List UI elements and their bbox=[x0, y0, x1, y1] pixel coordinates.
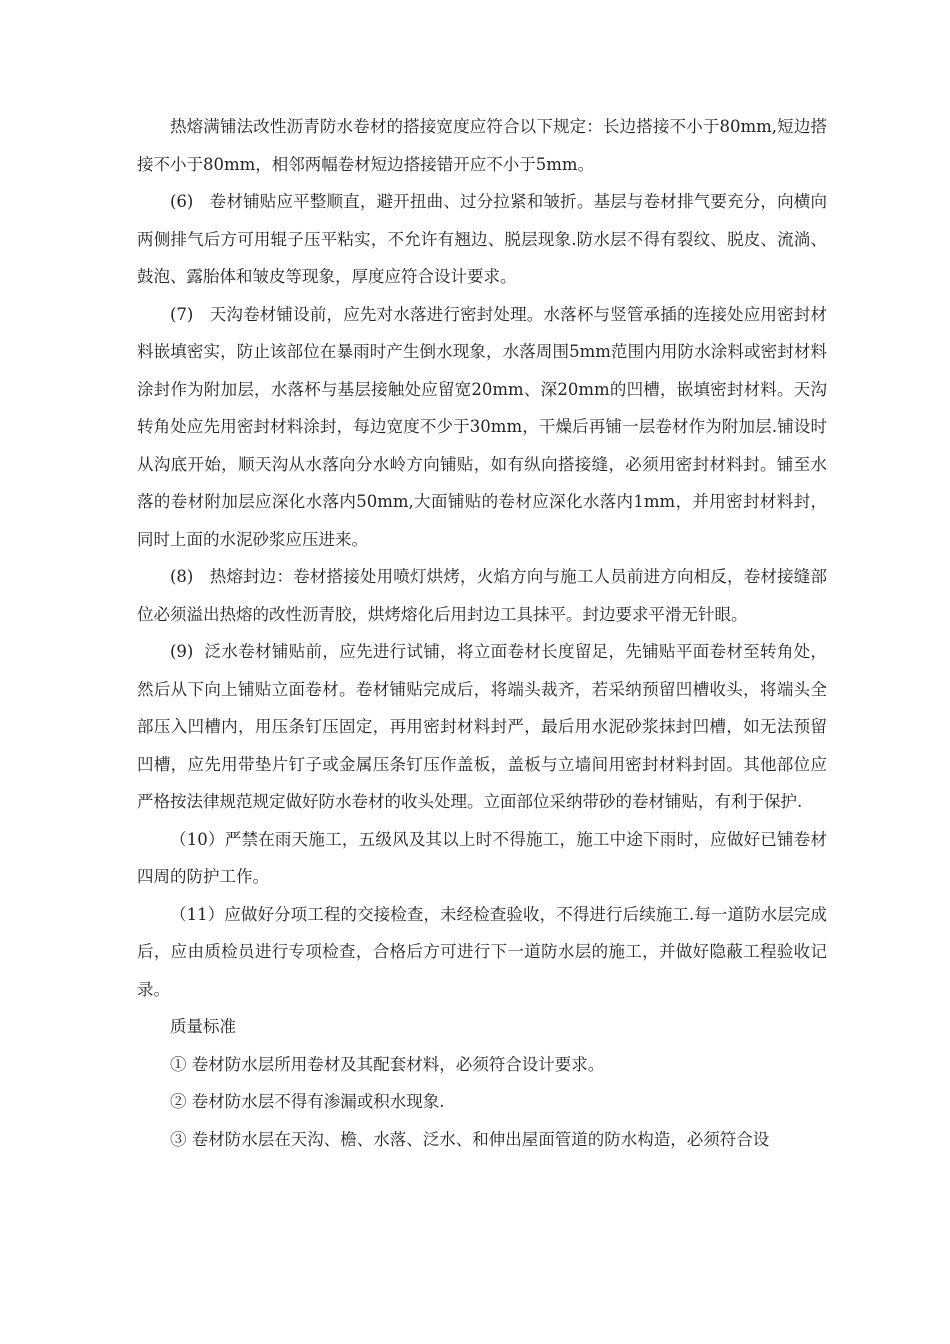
item-number: (7) bbox=[170, 304, 194, 324]
paragraph-item-7 bbox=[137, 296, 827, 559]
paragraph-item-8 bbox=[137, 558, 827, 633]
paragraph-text: 应做好分项工程的交接检查，未经检查验收，不得进行后续施工.每一道防水层完成后，应由质检员进行专项检查，合格后方可进行下一道防水层的施工，并做好隐蔽工程验收记录。 bbox=[137, 904, 828, 999]
paragraph-item-6 bbox=[137, 183, 827, 296]
paragraph-text: 卷材铺贴应平整顺直，避开扭曲、过分拉紧和皱折。基层与卷材排气要充分，向横向两侧排气后方可用辊子压平粘实，不允许有翘边、脱层现象.防水层不得有裂纹、脱皮、流淌、鼓泡、露胎体和皱皮等现象，厚度应符合设计要求。 bbox=[137, 192, 827, 286]
paragraph-text: 严禁在雨天施工，五级风及其以上时不得施工，施工中途下雨时，应做好已铺卷材四周的防护工作。 bbox=[137, 829, 828, 886]
paragraph-text: 热熔封边：卷材搭接处用喷灯烘烤，火焰方向与施工人员前进方向相反，卷材接缝部位必须溢出热熔的改性沥青胶，烘烤熔化后用封边工具抹平。封边要求平滑无针眼。 bbox=[137, 567, 827, 624]
paragraph-text: 卷材防水层不得有渗漏或积水现象. bbox=[191, 1092, 445, 1111]
paragraph-text: 卷材防水层所用卷材及其配套材料，必须符合设计要求。 bbox=[191, 1054, 605, 1074]
item-number: （10） bbox=[170, 829, 225, 849]
paragraph-item-9 bbox=[137, 633, 827, 821]
quality-item-2 bbox=[137, 1083, 827, 1121]
item-number: (9) bbox=[170, 642, 194, 661]
item-number: ① bbox=[170, 1054, 187, 1074]
paragraph-item-11 bbox=[137, 896, 827, 1009]
paragraph-lap-width bbox=[137, 108, 827, 183]
paragraph-text: 天沟卷材铺设前，应先对水落进行密封处理。水落杯与竖管承插的连接处应用密封材料嵌填密实，防止该部位在暴雨时产生倒水现象，水落周围5mm范围内用防水涂料或密封材料涂封作为附加层，水落杯与基层接触处应留宽20mm、深20mm的凹槽，嵌填密封材料。天沟转角处应先用密封材料涂封，每边宽度不少于30mm，干燥后再铺一层卷材作为附加层.铺设时从沟底开始，顺天沟从水落向分水岭方向铺贴，如有纵向搭接缝，必须用密封材料封。铺至水落的卷材附加层应深化水落内50mm,大面铺贴的卷材应深化水落内1mm，并用密封材料封，同时上面的水泥砂浆应压进来。 bbox=[137, 304, 827, 549]
paragraph-text: 泛水卷材铺贴前，应先进行试铺，将立面卷材长度留足，先铺贴平面卷材至转角处，然后从下向上铺贴立面卷材。卷材铺贴完成后，将端头裁齐，若采纳预留凹槽收头，将端头全部压入凹槽内，用压条钉压固定，再用密封材料封严，最后用水泥砂浆抹封凹槽，如无法预留凹槽，应先用带垫片钉子或金属压条钉压作盖板，盖板与立墙间用密封材料封固。其他部位应严格按法律规范规定做好防水卷材的收头处理。立面部位采纳带砂的卷材铺贴，有利于保护. bbox=[137, 642, 827, 811]
heading-text: 质量标准 bbox=[170, 1017, 236, 1036]
quality-item-3 bbox=[137, 1121, 827, 1159]
paragraph-text: 卷材防水层在天沟、檐、水落、泛水、和伸出屋面管道的防水构造，必须符合设 bbox=[191, 1129, 770, 1149]
item-number: ③ bbox=[170, 1129, 187, 1149]
item-number: (8) bbox=[170, 567, 194, 586]
quality-item-1 bbox=[137, 1046, 827, 1084]
paragraph-item-10 bbox=[137, 821, 827, 896]
item-number: (6) bbox=[170, 192, 194, 211]
document-body bbox=[137, 108, 827, 1158]
item-number: （11） bbox=[170, 904, 225, 924]
item-number: ② bbox=[170, 1092, 187, 1111]
section-heading-quality-standard bbox=[137, 1008, 827, 1046]
paragraph-text: 热熔满铺法改性沥青防水卷材的搭接宽度应符合以下规定：长边搭接不小于80mm,短边搭接不小于80mm，相邻两幅卷材短边搭接错开应不小于5mm。 bbox=[137, 117, 827, 174]
